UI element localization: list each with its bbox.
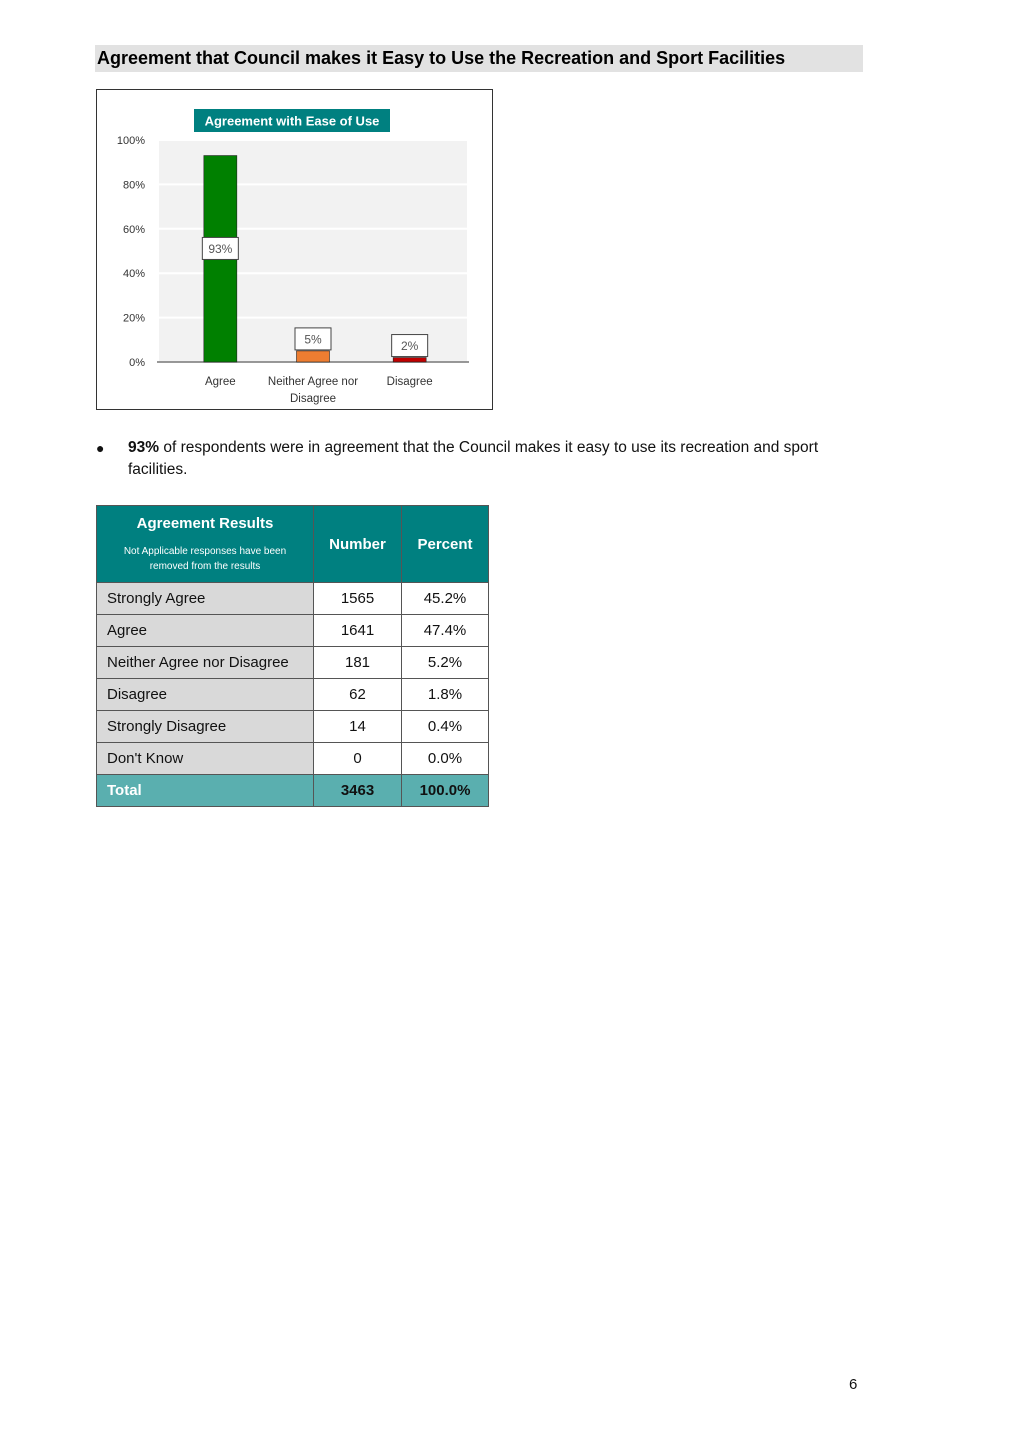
- y-tick-label: 0%: [129, 357, 145, 369]
- y-tick-label: 20%: [122, 312, 145, 325]
- bullet-text: [128, 437, 858, 481]
- total-percent: 100.0%: [402, 775, 489, 807]
- row-percent: 1.8%: [402, 679, 489, 711]
- x-tick-label: Neither Agree nor: [267, 376, 359, 388]
- row-label: Neither Agree nor Disagree: [97, 647, 314, 679]
- row-percent: 0.0%: [402, 743, 489, 775]
- total-number: 3463: [314, 775, 402, 807]
- table-row: [97, 743, 489, 775]
- bar: [297, 351, 330, 362]
- header-percent: Percent: [402, 506, 489, 583]
- y-tick-label: 40%: [122, 268, 145, 281]
- x-tick-label: Disagree: [289, 393, 337, 405]
- section-heading: Agreement that Council makes it Easy to Use the Recreation and Sport Facilities: [95, 45, 863, 72]
- data-label: 5%: [304, 332, 322, 347]
- total-label: Total: [97, 775, 314, 807]
- chart-title: Agreement with Ease of Use: [204, 113, 380, 129]
- header-number: Number: [314, 506, 402, 583]
- row-number: 0: [314, 743, 402, 775]
- x-tick-label: Agree: [204, 376, 236, 388]
- row-number: 1565: [314, 583, 402, 615]
- row-percent: 0.4%: [402, 711, 489, 743]
- row-number: 181: [314, 647, 402, 679]
- table-row: [97, 711, 489, 743]
- table-header-row: [97, 506, 489, 583]
- table-row: [97, 583, 489, 615]
- agreement-chart: [96, 89, 493, 410]
- bar-chart-svg: [97, 90, 494, 411]
- table-row: [97, 679, 489, 711]
- y-tick-label: 100%: [116, 135, 145, 147]
- table-row: [97, 615, 489, 647]
- bar: [393, 358, 426, 362]
- bullet-body: of respondents were in agreement that the Council makes it easy to use its recreation and sport facilities.: [128, 439, 819, 478]
- table-row: [97, 647, 489, 679]
- page-number: 6: [849, 1376, 858, 1393]
- data-label: 2%: [400, 339, 419, 354]
- row-percent: 47.4%: [402, 615, 489, 647]
- row-label: Disagree: [97, 679, 314, 711]
- row-percent: 5.2%: [402, 647, 489, 679]
- x-tick-label: Disagree: [386, 376, 433, 388]
- bullet-icon: ●: [96, 440, 105, 456]
- data-label: 93%: [208, 241, 233, 256]
- row-label: Strongly Disagree: [97, 711, 314, 743]
- header-agreement-results: [97, 506, 314, 583]
- header-main-label: Agreement Results: [136, 514, 274, 532]
- row-label: Don't Know: [97, 743, 314, 775]
- agreement-results-table: [96, 505, 489, 807]
- row-number: 1641: [314, 615, 402, 647]
- header-note: Not Applicable responses have been removed from the results: [123, 545, 287, 572]
- row-number: 62: [314, 679, 402, 711]
- row-percent: 45.2%: [402, 583, 489, 615]
- bullet-highlight: 93%: [128, 439, 160, 456]
- row-number: 14: [314, 711, 402, 743]
- row-label: Agree: [97, 615, 314, 647]
- row-label: Strongly Agree: [97, 583, 314, 615]
- y-tick-label: 60%: [122, 223, 145, 236]
- y-tick-label: 80%: [122, 179, 145, 192]
- table-total-row: [97, 775, 489, 807]
